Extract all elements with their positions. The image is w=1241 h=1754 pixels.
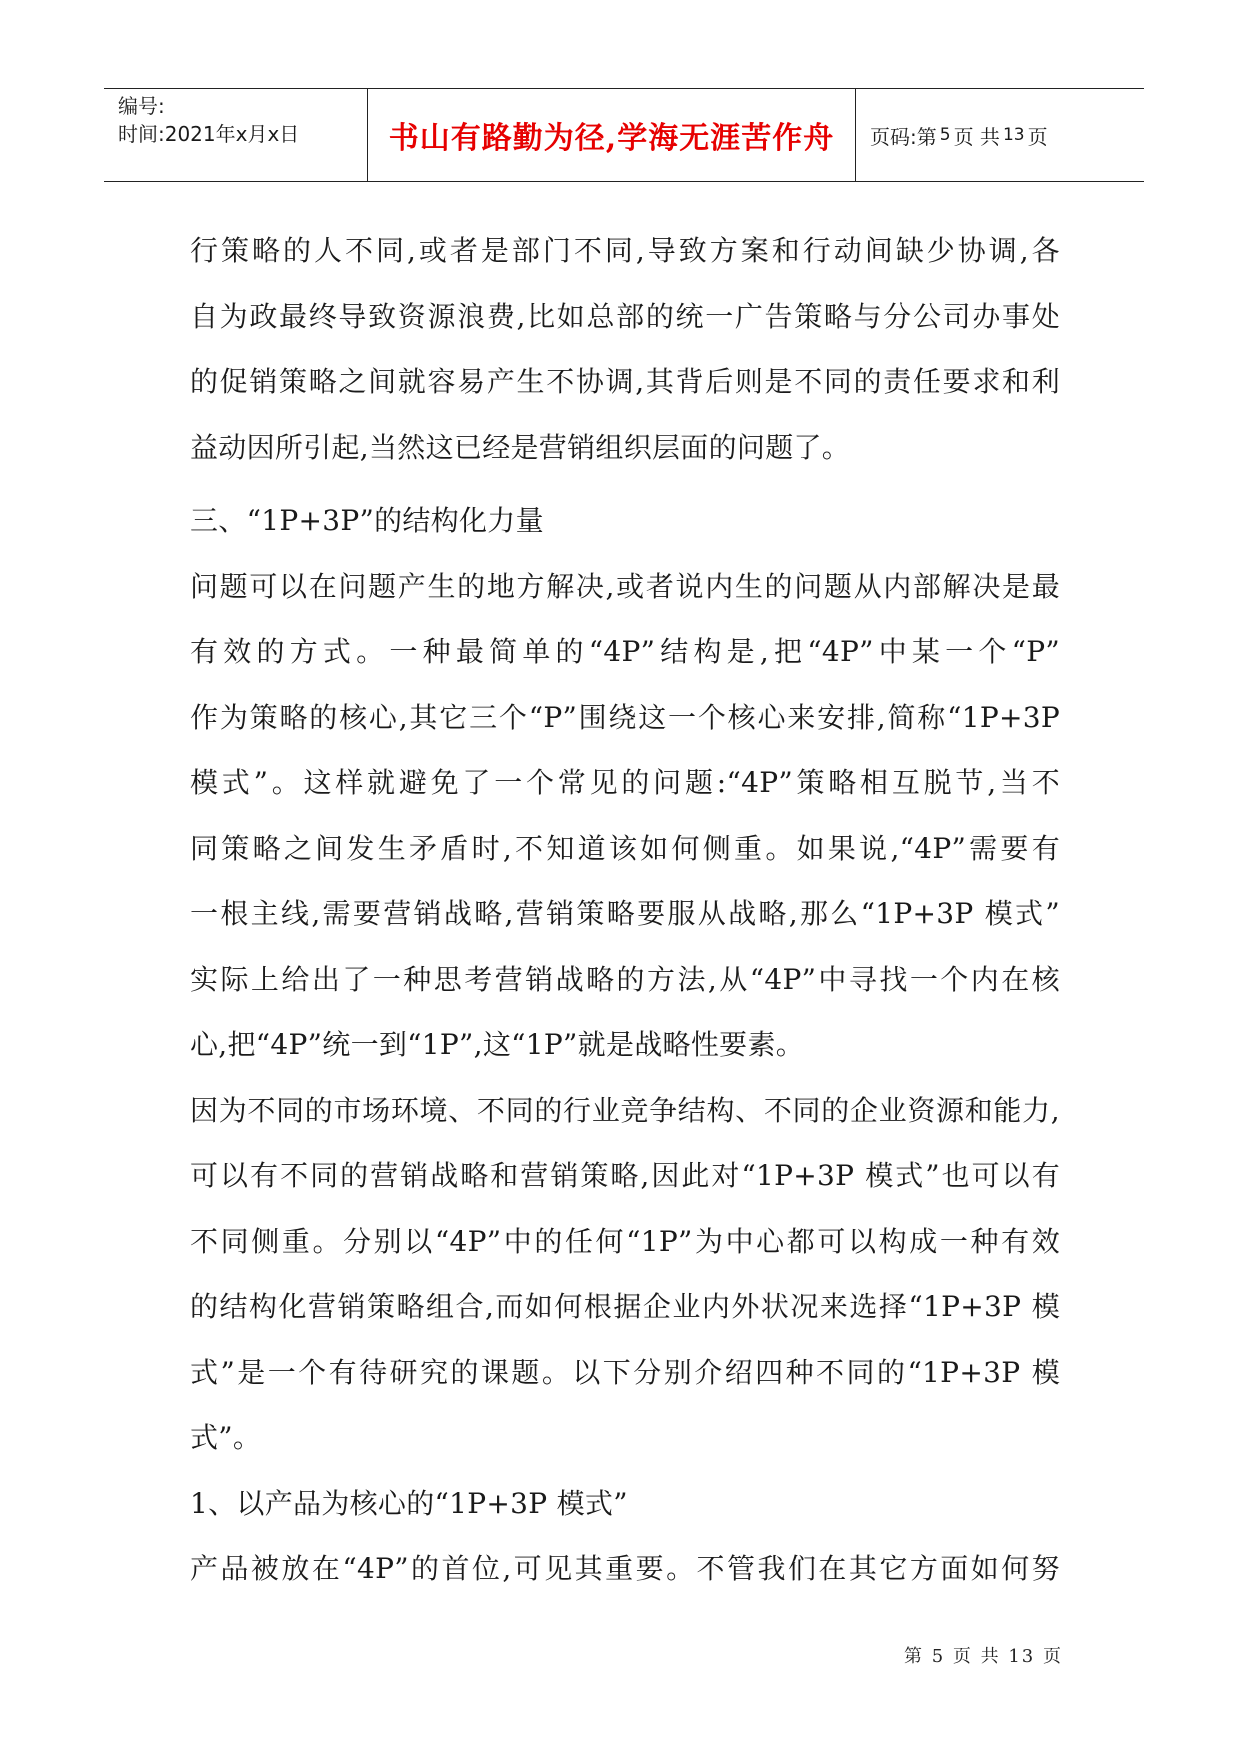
document-body (190, 218, 1060, 1602)
page-current: 5 (939, 125, 951, 145)
body-line: 产品被放在“4P”的首位,可见其重要。不管我们在其它方面如何努 (190, 1552, 1060, 1585)
body-line: 的结构化营销策略组合,而如何根据企业内外状况来选择“1P+3P 模 (190, 1290, 1060, 1323)
document-header (104, 88, 1144, 182)
page-prefix: 页码:第 (870, 124, 937, 149)
body-line: 有效的方式。一种最简单的“4P”结构是,把“4P”中某一个“P” (190, 635, 1060, 668)
body-line: 益动因所引起,当然这已经是营销组织层面的问题了。 (190, 430, 851, 464)
body-line: 一根主线,需要营销战略,营销策略要服从战略,那么“1P+3P 模式” (190, 897, 1060, 930)
body-line: 可以有不同的营销战略和营销策略,因此对“1P+3P 模式”也可以有 (190, 1159, 1060, 1192)
page-total: 13 (1002, 125, 1025, 145)
body-line: 因为不同的市场环境、不同的行业竞争结构、不同的企业资源和能力, (190, 1093, 1060, 1127)
body-line: 不同侧重。分别以“4P”中的任何“1P”为中心都可以构成一种有效 (190, 1224, 1060, 1258)
page-footer: 第 5 页 共 13 页 (904, 1646, 1063, 1667)
body-line: 式”是一个有待研究的课题。以下分别介绍四种不同的“1P+3P 模 (190, 1355, 1060, 1389)
header-meta (104, 89, 368, 181)
body-line: 模式”。这样就避免了一个常见的问题:“4P”策略相互脱节,当不 (190, 766, 1060, 799)
body-line: 自为政最终导致资源浪费,比如总部的统一广告策略与分公司办事处 (190, 299, 1060, 333)
serial-number-label: 编号: (118, 94, 165, 118)
page-mid: 页 共 (953, 124, 1000, 149)
body-line: 的促销策略之间就容易产生不协调,其背后则是不同的责任要求和利 (190, 365, 1060, 398)
body-line: 同策略之间发生矛盾时,不知道该如何侧重。如果说,“4P”需要有 (190, 831, 1060, 865)
page-suffix: 页 (1027, 124, 1048, 149)
body-line: 实际上给出了一种思考营销战略的方法,从“4P”中寻找一个内在核 (190, 962, 1060, 996)
section-heading: 三、“1P+3P”的结构化力量 (190, 504, 544, 537)
body-line: 心,把“4P”统一到“1P”,这“1P”就是战略性要素。 (190, 1028, 805, 1061)
paragraph-gap (190, 480, 1060, 488)
subsection-heading: 1、以产品为核心的“1P+3P 模式” (190, 1486, 628, 1520)
header-motto: 书山有路勤为径,学海无涯苦作舟 (368, 89, 856, 181)
body-line: 作为策略的核心,其它三个“P”围绕这一个核心来安排,简称“1P+3P (190, 700, 1060, 734)
body-line: 问题可以在问题产生的地方解决,或者说内生的问题从内部解决是最 (190, 569, 1060, 603)
header-page-number (856, 89, 1144, 181)
date-label: 时间:2021年x月x日 (118, 122, 300, 146)
body-line: 行策略的人不同,或者是部门不同,导致方案和行动间缺少协调,各 (190, 234, 1060, 267)
body-line: 式”。 (190, 1421, 262, 1454)
